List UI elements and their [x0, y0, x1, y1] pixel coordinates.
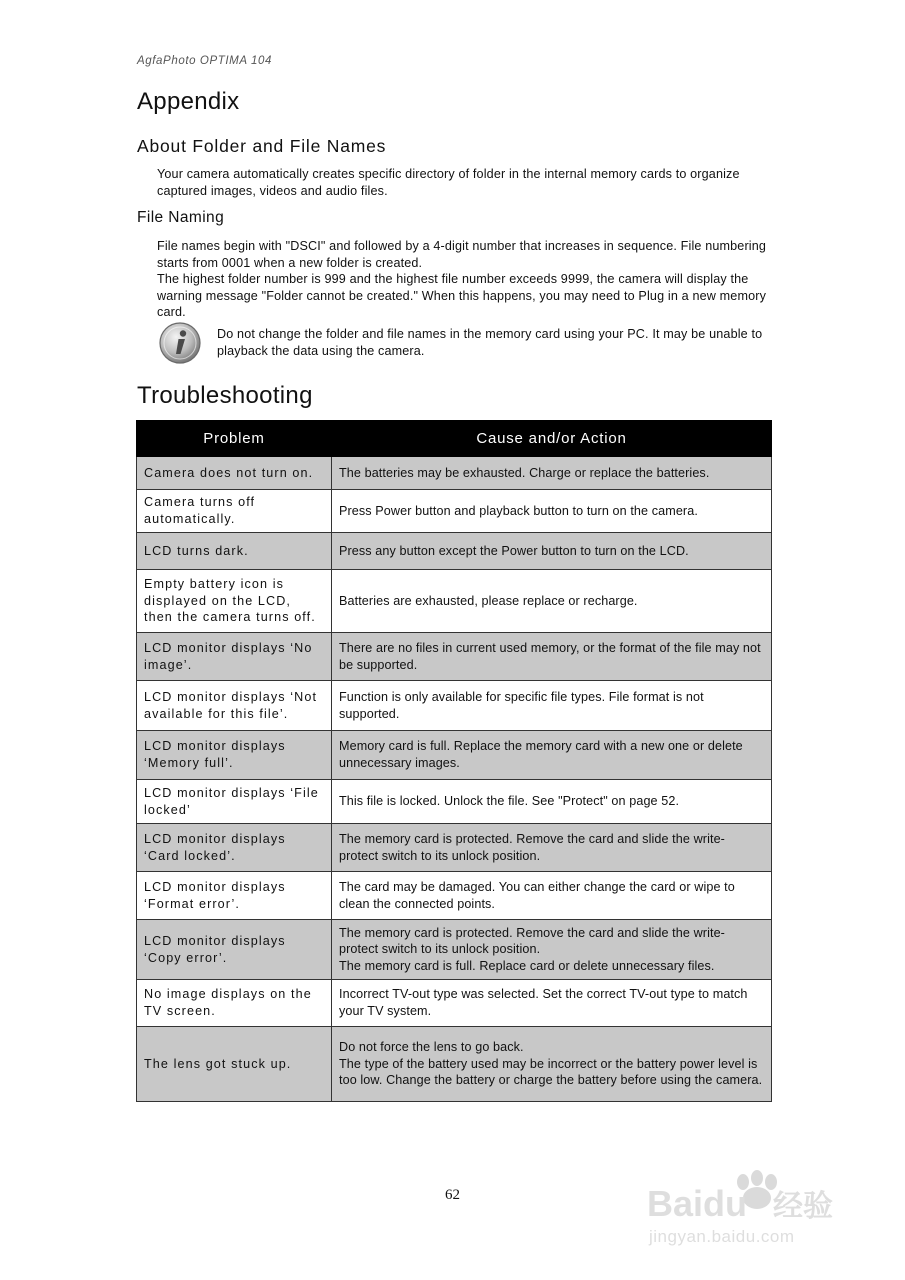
problem-cell: Camera does not turn on. — [137, 457, 332, 490]
watermark-brand-cn: 经验 — [773, 1189, 833, 1224]
file-naming-para-2: The highest folder number is 999 and the highest file number exceeds 9999, the camera will display the warning message "Folder cannot be created." When this happens, you may need to Plug in a new memory card. — [157, 272, 767, 320]
running-header: AgfaPhoto OPTIMA 104 — [137, 55, 272, 67]
problem-column-header: Problem — [137, 421, 332, 457]
folder-section-title: About Folder and File Names — [137, 136, 387, 156]
action-cell: The memory card is protected. Remove the card and slide the write-protect switch to its unlock position. — [332, 824, 772, 872]
table-row — [137, 980, 772, 1027]
problem-cell: The lens got stuck up. — [137, 1027, 332, 1102]
table-row — [137, 457, 772, 490]
action-cell: Press any button except the Power button to turn on the LCD. — [332, 533, 772, 570]
problem-cell: LCD monitor displays ‘Copy error’. — [137, 920, 332, 980]
folder-section-body: Your camera automatically creates specific directory of folder in the internal memory cards to organize captured images, videos and audio files. — [157, 167, 740, 198]
action-cell: Press Power button and playback button to turn on the camera. — [332, 490, 772, 533]
troubleshooting-title: Troubleshooting — [137, 382, 313, 409]
appendix-title: Appendix — [137, 88, 240, 115]
watermark-brand: Baidu — [647, 1183, 748, 1224]
info-note-icon — [158, 321, 202, 365]
action-cell: The card may be damaged. You can either change the card or wipe to clean the connected points. — [332, 872, 772, 920]
problem-cell: LCD monitor displays ‘File locked’ — [137, 780, 332, 824]
problem-cell: LCD turns dark. — [137, 533, 332, 570]
problem-cell: No image displays on the TV screen. — [137, 980, 332, 1027]
table-row — [137, 633, 772, 681]
problem-cell: LCD monitor displays ‘Card locked’. — [137, 824, 332, 872]
info-note-text: Do not change the folder and file names in the memory card using your PC. It may be unable to playback the data using the camera. — [217, 327, 763, 358]
action-cell: This file is locked. Unlock the file. See "Protect" on page 52. — [332, 780, 772, 824]
table-row — [137, 824, 772, 872]
table-row — [137, 490, 772, 533]
action-cell: Incorrect TV-out type was selected. Set the correct TV-out type to match your TV system. — [332, 980, 772, 1027]
file-naming-para-1: File names begin with "DSCI" and followed by a 4-digit number that increases in sequence. File numbering starts from 0001 when a new folder is created. — [157, 239, 767, 270]
action-column-header: Cause and/or Action — [332, 421, 772, 457]
problem-cell: LCD monitor displays ‘Memory full’. — [137, 731, 332, 780]
action-cell: Function is only available for specific file types. File format is not supported. — [332, 681, 772, 731]
page-number: 62 — [445, 1187, 460, 1203]
problem-cell: LCD monitor displays ‘Format error’. — [137, 872, 332, 920]
action-cell: Do not force the lens to go back. The type of the battery used may be incorrect or the battery power level is too low. Change the battery or charge the battery before using the camera. — [332, 1027, 772, 1102]
problem-cell: LCD monitor displays ‘Not available for this file’. — [137, 681, 332, 731]
table-row — [137, 570, 772, 633]
baidu-watermark — [645, 1170, 860, 1250]
troubleshooting-table — [136, 420, 772, 1102]
file-naming-title: File Naming — [137, 209, 225, 226]
table-row — [137, 731, 772, 780]
action-cell: Memory card is full. Replace the memory card with a new one or delete unnecessary images. — [332, 731, 772, 780]
action-cell: The batteries may be exhausted. Charge or replace the batteries. — [332, 457, 772, 490]
problem-cell: Empty battery icon is displayed on the LCD, then the camera turns off. — [137, 570, 332, 633]
action-cell: Batteries are exhausted, please replace or recharge. — [332, 570, 772, 633]
table-row — [137, 1027, 772, 1102]
table-header-row — [137, 421, 772, 457]
problem-cell: LCD monitor displays ‘No image’. — [137, 633, 332, 681]
action-cell: There are no files in current used memory, or the format of the file may not be supported. — [332, 633, 772, 681]
watermark-url: jingyan.baidu.com — [649, 1227, 795, 1246]
table-row — [137, 681, 772, 731]
table-row — [137, 920, 772, 980]
table-row — [137, 872, 772, 920]
table-row — [137, 780, 772, 824]
action-cell: The memory card is protected. Remove the card and slide the write-protect switch to its unlock position. The memory card is full. Replace card or delete unnecessary files. — [332, 920, 772, 980]
problem-cell: Camera turns off automatically. — [137, 490, 332, 533]
table-row — [137, 533, 772, 570]
